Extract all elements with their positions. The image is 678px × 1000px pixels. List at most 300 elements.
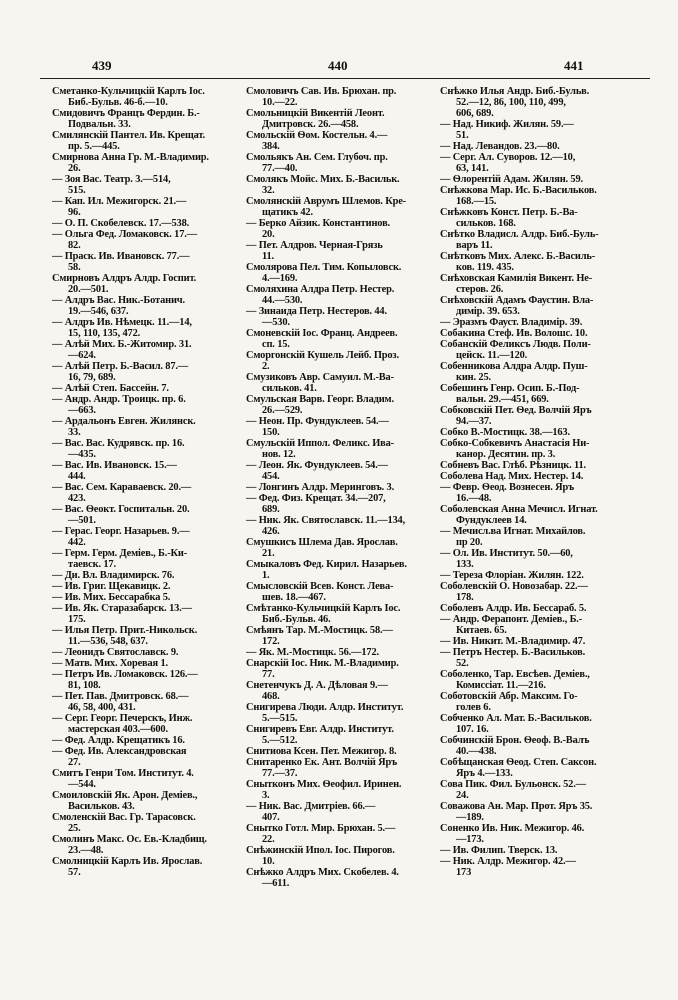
entry-continuation: 58. bbox=[68, 262, 81, 273]
directory-entry bbox=[246, 328, 444, 350]
entry-continuation: 63, 141. bbox=[456, 163, 489, 174]
entry-continuation: Васильков. 43. bbox=[68, 801, 135, 812]
directory-entry bbox=[440, 174, 638, 185]
entry-line: — Кап. Ил. Межигорск. 21.— bbox=[52, 196, 187, 207]
directory-entry bbox=[440, 526, 638, 548]
directory-entry bbox=[440, 856, 638, 878]
directory-entry bbox=[52, 504, 250, 526]
entry-line: Снѣжкова Мар. Ис. Б.-Васильков. bbox=[440, 185, 597, 196]
directory-entry bbox=[52, 526, 250, 548]
entry-line: — Пет. Алдров. Черная-Грязь bbox=[246, 240, 383, 251]
entry-line: — Берко Айзик. Константинов. bbox=[246, 218, 390, 229]
entry-continuation: 32. bbox=[262, 185, 275, 196]
directory-entry bbox=[52, 295, 250, 317]
directory-entry bbox=[52, 416, 250, 438]
directory-entry bbox=[246, 218, 444, 240]
directory-entry bbox=[246, 680, 444, 702]
entry-continuation: 46, 58, 400, 431. bbox=[68, 702, 136, 713]
entry-line: — Над. Левандов. 23.—80. bbox=[440, 141, 560, 152]
directory-entry bbox=[440, 823, 638, 845]
directory-entry bbox=[440, 735, 638, 757]
entry-continuation: 11.—536, 548, 637. bbox=[68, 636, 148, 647]
entry-line: — Ѳлорентiй Адам. Жилян. 59. bbox=[440, 174, 583, 185]
entry-continuation: 107. 16. bbox=[456, 724, 489, 735]
directory-entry bbox=[246, 350, 444, 372]
directory-entry bbox=[440, 845, 638, 856]
entry-line: Собѣщанская Ѳеод. Степ. Саксон. bbox=[440, 757, 597, 768]
entry-line: — Праск. Ив. Ивановск. 77.— bbox=[52, 251, 190, 262]
entry-continuation: 3. bbox=[262, 790, 270, 801]
entry-line: — Ол. Ив. Институт. 50.—60, bbox=[440, 548, 573, 559]
directory-entry bbox=[246, 559, 444, 581]
entry-line: Смысловскiй Всев. Конст. Лева- bbox=[246, 581, 394, 592]
entry-line: — Алдръ Вас. Ник.-Ботанич. bbox=[52, 295, 185, 306]
directory-entry bbox=[52, 625, 250, 647]
entry-line: — Герм. Герм. Деміев., Б.-Ки- bbox=[52, 548, 188, 559]
entry-continuation: 5.—515. bbox=[262, 713, 298, 724]
entry-line: Смирнова Анна Гр. М.-Владимир. bbox=[52, 152, 209, 163]
entry-line: — Ник. Як. Святославск. 11.—134, bbox=[246, 515, 406, 526]
directory-entry bbox=[52, 581, 250, 592]
entry-continuation: канор. Десятин. пр. 3. bbox=[456, 449, 556, 460]
directory-entry bbox=[52, 658, 250, 669]
directory-entry bbox=[440, 647, 638, 669]
directory-entry bbox=[52, 647, 250, 658]
entry-line: Собковскiй Пет. Ѳед. Волчiй Яръ bbox=[440, 405, 592, 416]
entry-line: Смолницкiй Карлъ Ив. Ярослав. bbox=[52, 856, 203, 867]
directory-entry bbox=[246, 372, 444, 394]
directory-entry bbox=[52, 548, 250, 570]
directory-entry bbox=[440, 251, 638, 273]
entry-line: Смольскiй Ѳом. Костельн. 4.— bbox=[246, 130, 388, 141]
directory-entry bbox=[52, 735, 250, 746]
entry-line: Собко-Собкевичъ Анастасiя Ни- bbox=[440, 438, 590, 449]
directory-entry bbox=[440, 328, 638, 339]
entry-line: Смитъ Генри Том. Институт. 4. bbox=[52, 768, 194, 779]
column-3 bbox=[440, 86, 638, 878]
entry-line: — Пет. Пав. Дмитровск. 68.— bbox=[52, 691, 189, 702]
directory-entry bbox=[440, 757, 638, 779]
directory-entry bbox=[246, 284, 444, 306]
entry-line: — Серг. Ал. Суворов. 12.—10, bbox=[440, 152, 576, 163]
directory-entry bbox=[52, 196, 250, 218]
entry-line: Соболевская Анна Мечисл. Игнат. bbox=[440, 504, 598, 515]
entry-continuation: стеров. 26. bbox=[456, 284, 504, 295]
entry-line: Смульскiй Иппол. Феликс. Ива- bbox=[246, 438, 394, 449]
entry-line: — Вас. Вас. Кудрявск. пр. 16. bbox=[52, 438, 185, 449]
entry-continuation: 16.—48. bbox=[456, 493, 492, 504]
directory-entry bbox=[440, 482, 638, 504]
entry-continuation: шев. 18.—467. bbox=[262, 592, 326, 603]
entry-continuation: ков. 119. 435. bbox=[456, 262, 514, 273]
entry-line: — Фед. Физ. Крещат. 34.—207, bbox=[246, 493, 386, 504]
entry-continuation: —173. bbox=[456, 834, 484, 845]
entry-line: — Вас. Сем. Караваевск. 20.— bbox=[52, 482, 192, 493]
entry-line: — Леонидъ Святославск. 9. bbox=[52, 647, 179, 658]
entry-line: Сморгонскiй Кушель Лейб. Проз. bbox=[246, 350, 399, 361]
entry-line: Снетенчукъ Д. А. Дѣловая 9.— bbox=[246, 680, 388, 691]
directory-entry bbox=[246, 108, 444, 130]
entry-continuation: 16, 79, 689. bbox=[68, 372, 116, 383]
entry-continuation: пр 20. bbox=[456, 537, 483, 548]
entry-continuation: 44.—530. bbox=[262, 295, 303, 306]
entry-line: Снѣжинскiй Ипол. Iос. Пирогов. bbox=[246, 845, 395, 856]
entry-continuation: 77. bbox=[262, 669, 275, 680]
entry-line: Снѣховскiй Адамъ Фаустин. Вла- bbox=[440, 295, 594, 306]
directory-entry bbox=[246, 724, 444, 746]
entry-line: Соважова Ан. Мар. Прот. Яръ 35. bbox=[440, 801, 593, 812]
entry-continuation: сильков. 168. bbox=[456, 218, 516, 229]
directory-entry bbox=[52, 130, 250, 152]
directory-entry bbox=[440, 86, 638, 119]
entry-line: — Ди. Вл. Владимирск. 76. bbox=[52, 570, 175, 581]
entry-continuation: Подвальн. 33. bbox=[68, 119, 131, 130]
directory-entry bbox=[52, 834, 250, 856]
entry-line: — Ник. Алдр. Межигор. 42.— bbox=[440, 856, 576, 867]
directory-entry bbox=[246, 130, 444, 152]
directory-entry bbox=[440, 361, 638, 383]
entry-continuation: 444. bbox=[68, 471, 86, 482]
directory-entry bbox=[246, 867, 444, 889]
entry-line: Сова Пик. Фил. Бульонск. 52.— bbox=[440, 779, 586, 790]
entry-continuation: 52.—12, 86, 100, 110, 499, bbox=[456, 97, 566, 108]
directory-entry bbox=[52, 713, 250, 735]
entry-continuation: Биб.-Бульв. 46. bbox=[262, 614, 331, 625]
directory-entry bbox=[52, 251, 250, 273]
entry-continuation: мастерская 403.—600. bbox=[68, 724, 168, 735]
entry-continuation: 4.—169. bbox=[262, 273, 298, 284]
entry-continuation: 173 bbox=[456, 867, 472, 878]
entry-continuation: 5.—512. bbox=[262, 735, 298, 746]
directory-entry bbox=[440, 273, 638, 295]
entry-line: Смоиловскiй Як. Арон. Деміев., bbox=[52, 790, 198, 801]
entry-continuation: нов. 12. bbox=[262, 449, 296, 460]
entry-line: — Леон. Як. Фундуклеев. 54.— bbox=[246, 460, 388, 471]
entry-line: — Вас. Ив. Ивановск. 15.— bbox=[52, 460, 177, 471]
directory-entry bbox=[52, 339, 250, 361]
entry-line: — Ив. Никит. М.-Владимир. 47. bbox=[440, 636, 586, 647]
entry-line: — Вас. Ѳеокт. Госпитальн. 20. bbox=[52, 504, 190, 515]
directory-entry bbox=[52, 691, 250, 713]
directory-entry bbox=[440, 427, 638, 438]
entry-line: — Ив. Як. Старазабарск. 13.— bbox=[52, 603, 192, 614]
entry-line: — Ник. Вас. Дмитрiев. 66.— bbox=[246, 801, 376, 812]
entry-continuation: 407. bbox=[262, 812, 280, 823]
entry-line: — Алдръ Ив. Нѣмецк. 11.—14, bbox=[52, 317, 192, 328]
entry-continuation: 20.—501. bbox=[68, 284, 109, 295]
directory-entry bbox=[440, 801, 638, 823]
directory-entry bbox=[52, 592, 250, 603]
entry-continuation: Китаев. 65. bbox=[456, 625, 507, 636]
entry-line: — Алѣй Мих. Б.-Житомир. 31. bbox=[52, 339, 192, 350]
entry-continuation: 426. bbox=[262, 526, 280, 537]
entry-line: Смоловичъ Сав. Ив. Брюхан. пр. bbox=[246, 86, 397, 97]
entry-continuation: 150. bbox=[262, 427, 280, 438]
entry-continuation: 384. bbox=[262, 141, 280, 152]
entry-line: — Алѣй Степ. Бассейн. 7. bbox=[52, 383, 169, 394]
entry-continuation: 15, 110, 135, 472. bbox=[68, 328, 141, 339]
directory-entry bbox=[52, 790, 250, 812]
entry-continuation: 468. bbox=[262, 691, 280, 702]
directory-entry bbox=[52, 768, 250, 790]
entry-line: Смѣянъ Тар. М.-Мостицк. 58.— bbox=[246, 625, 393, 636]
entry-continuation: 133. bbox=[456, 559, 474, 570]
entry-continuation: —530. bbox=[262, 317, 290, 328]
directory-entry bbox=[246, 537, 444, 559]
entry-line: — Андр. Андр. Троицк. пр. 6. bbox=[52, 394, 186, 405]
page-number-left: 439 bbox=[92, 58, 112, 73]
entry-continuation: 26. bbox=[68, 163, 81, 174]
entry-line: — Серг. Георг. Печерскъ, Инж. bbox=[52, 713, 193, 724]
entry-line: — Эразмъ Фауст. Владимiр. 39. bbox=[440, 317, 583, 328]
directory-entry bbox=[440, 504, 638, 526]
entry-line: Смидовичъ Францъ Фердин. Б.- bbox=[52, 108, 200, 119]
directory-entry bbox=[246, 86, 444, 108]
entry-line: Смоляхина Алдра Петр. Нестер. bbox=[246, 284, 395, 295]
directory-entry bbox=[52, 460, 250, 482]
entry-line: Смыкаловъ Фед. Кирил. Назарьев. bbox=[246, 559, 407, 570]
entry-continuation: пр. 5.—445. bbox=[68, 141, 120, 152]
entry-line: Соболевъ Алдр. Ив. Бессараб. 5. bbox=[440, 603, 587, 614]
directory-entry bbox=[246, 515, 444, 537]
entry-continuation: 2. bbox=[262, 361, 270, 372]
entry-line: Соботовскiй Абр. Максим. Го- bbox=[440, 691, 578, 702]
entry-line: — Ив. Филип. Тверск. 13. bbox=[440, 845, 558, 856]
entry-line: Собакина Стеф. Ив. Волошс. 10. bbox=[440, 328, 588, 339]
directory-entry bbox=[440, 207, 638, 229]
entry-line: Снигирева Люди. Алдр. Институт. bbox=[246, 702, 404, 713]
entry-continuation: —501. bbox=[68, 515, 96, 526]
entry-line: Снытконъ Мих. Ѳеофил. Иринен. bbox=[246, 779, 402, 790]
entry-line: — Матв. Мих. Хоревая 1. bbox=[52, 658, 168, 669]
entry-continuation: сп. 15. bbox=[262, 339, 290, 350]
entry-continuation: 23.—48. bbox=[68, 845, 104, 856]
entry-line: — Ольга Фед. Ломаковск. 17.— bbox=[52, 229, 197, 240]
directory-entry bbox=[246, 647, 444, 658]
entry-line: — Илья Петр. Прит.-Никольск. bbox=[52, 625, 198, 636]
entry-line: Смоневскiй Iос. Франц. Андреев. bbox=[246, 328, 398, 339]
entry-continuation: 22. bbox=[262, 834, 275, 845]
entry-continuation: 25. bbox=[68, 823, 81, 834]
directory-entry bbox=[52, 482, 250, 504]
directory-entry bbox=[246, 196, 444, 218]
entry-line: — Фед. Алдр. Крещатикъ 16. bbox=[52, 735, 185, 746]
entry-continuation: 606, 689. bbox=[456, 108, 494, 119]
entry-line: Собешинъ Генр. Осип. Б.-Под- bbox=[440, 383, 580, 394]
directory-entry bbox=[246, 702, 444, 724]
entry-continuation: 51. bbox=[456, 130, 469, 141]
entry-line: Смирновъ Алдръ Алдр. Госпит. bbox=[52, 273, 197, 284]
entry-continuation: 24. bbox=[456, 790, 469, 801]
entry-continuation: 94.—37. bbox=[456, 416, 492, 427]
entry-line: Смульская Варв. Георг. Владим. bbox=[246, 394, 394, 405]
directory-entry bbox=[440, 438, 638, 460]
directory-entry bbox=[52, 570, 250, 581]
entry-continuation: голев 6. bbox=[456, 702, 491, 713]
entry-continuation: 77.—37. bbox=[262, 768, 298, 779]
entry-line: — Тереза Флорiан. Жилян. 122. bbox=[440, 570, 584, 581]
directory-entry bbox=[52, 152, 250, 174]
entry-continuation: варъ 11. bbox=[456, 240, 493, 251]
page-number-right: 441 bbox=[564, 58, 584, 73]
directory-entry bbox=[246, 174, 444, 196]
entry-line: Снѣжко Илья Андр. Биб.-Бульв. bbox=[440, 86, 590, 97]
entry-continuation: 33. bbox=[68, 427, 81, 438]
entry-line: — Фед. Ив. Александровская bbox=[52, 746, 187, 757]
entry-continuation: кин. 25. bbox=[456, 372, 491, 383]
entry-line: — Неон. Пр. Фундуклеев. 54.— bbox=[246, 416, 389, 427]
directory-entry bbox=[440, 570, 638, 581]
entry-continuation: 442. bbox=[68, 537, 86, 548]
entry-continuation: димiр. 39. 653. bbox=[456, 306, 520, 317]
directory-entry bbox=[52, 856, 250, 878]
entry-line: Смилянскiй Пантел. Ив. Крещат. bbox=[52, 130, 206, 141]
directory-entry bbox=[440, 141, 638, 152]
entry-line: — Герас. Георг. Назарьев. 9.— bbox=[52, 526, 190, 537]
directory-entry bbox=[440, 119, 638, 141]
entry-continuation: 57. bbox=[68, 867, 81, 878]
entry-line: Соненко Ив. Ник. Межигор. 46. bbox=[440, 823, 585, 834]
directory-entry bbox=[440, 383, 638, 405]
entry-continuation: 454. bbox=[262, 471, 280, 482]
entry-line: Снарскiй Iос. Ник. М.-Владимир. bbox=[246, 658, 399, 669]
directory-entry bbox=[246, 306, 444, 328]
entry-continuation: 77.—40. bbox=[262, 163, 298, 174]
entry-line: Сметанко-Кульчицкiй Карлъ Iос. bbox=[52, 86, 205, 97]
entry-continuation: 1. bbox=[262, 570, 270, 581]
entry-continuation: вальн. 29.—451, 669. bbox=[456, 394, 549, 405]
entry-line: Смольякъ Ан. Сем. Глубоч. пр. bbox=[246, 152, 388, 163]
directory-entry bbox=[52, 812, 250, 834]
directory-entry bbox=[246, 603, 444, 625]
directory-entry bbox=[440, 317, 638, 328]
directory-entry bbox=[52, 361, 250, 383]
entry-line: Снѣховская Камилiя Викент. Не- bbox=[440, 273, 593, 284]
entry-continuation: Фундуклеев 14. bbox=[456, 515, 527, 526]
column-2 bbox=[246, 86, 444, 889]
directory-entry bbox=[440, 603, 638, 614]
entry-line: Снѣжко Алдръ Мих. Скобелев. 4. bbox=[246, 867, 399, 878]
directory-entry bbox=[246, 757, 444, 779]
entry-continuation: 178. bbox=[456, 592, 474, 603]
entry-continuation: —611. bbox=[262, 878, 290, 889]
entry-continuation: 81, 108. bbox=[68, 680, 101, 691]
directory-entry bbox=[246, 262, 444, 284]
entry-continuation: 168.—15. bbox=[456, 196, 497, 207]
entry-continuation: 515. bbox=[68, 185, 86, 196]
directory-entry bbox=[246, 460, 444, 482]
entry-line: Смоленскiй Вас. Гр. Тарасовск. bbox=[52, 812, 196, 823]
entry-line: — Зоя Вас. Театр. 3.—514, bbox=[52, 174, 171, 185]
entry-line: — Петръ Ив. Ломаковск. 126.— bbox=[52, 669, 198, 680]
entry-continuation: Комиссiат. 11.—216. bbox=[456, 680, 546, 691]
entry-continuation: 26.—529. bbox=[262, 405, 303, 416]
entry-line: Снитаренко Ек. Ант. Волчiй Яръ bbox=[246, 757, 398, 768]
entry-continuation: —544. bbox=[68, 779, 96, 790]
entry-continuation: 689. bbox=[262, 504, 280, 515]
entry-line: Снитиова Ксен. Пет. Межигор. 8. bbox=[246, 746, 397, 757]
directory-entry bbox=[246, 152, 444, 174]
entry-line: Снѣтковъ Мих. Алекс. Б.-Василь- bbox=[440, 251, 596, 262]
directory-entry bbox=[440, 614, 638, 636]
directory-entry bbox=[246, 482, 444, 493]
entry-line: Собченко Ал. Мат. Б.-Васильков. bbox=[440, 713, 592, 724]
directory-entry bbox=[52, 218, 250, 229]
entry-line: Собенникова Алдра Алдр. Пуш- bbox=[440, 361, 588, 372]
entry-continuation: 10.—22. bbox=[262, 97, 298, 108]
directory-entry bbox=[440, 669, 638, 691]
directory-entry bbox=[440, 779, 638, 801]
entry-continuation: —189. bbox=[456, 812, 484, 823]
directory-entry bbox=[246, 746, 444, 757]
directory-entry bbox=[52, 229, 250, 251]
entry-line: Снигиревъ Евг. Алдр. Институт. bbox=[246, 724, 394, 735]
entry-line: Снытко Готл. Мир. Брюхан. 5.— bbox=[246, 823, 396, 834]
directory-entry bbox=[246, 416, 444, 438]
entry-line: — Ардальонъ Евген. Жилянск. bbox=[52, 416, 196, 427]
directory-entry bbox=[440, 295, 638, 317]
directory-entry bbox=[440, 471, 638, 482]
entry-line: Собчинскiй Брон. Ѳеоф. В.-Валъ bbox=[440, 735, 590, 746]
entry-continuation: 20. bbox=[262, 229, 275, 240]
entry-line: — Февр. Ѳеод. Вознесен. Яръ bbox=[440, 482, 575, 493]
directory-entry bbox=[440, 581, 638, 603]
entry-line: — Як. М.-Мостицк. 56.—172. bbox=[246, 647, 379, 658]
directory-entry bbox=[246, 438, 444, 460]
entry-line: Смолянскiй Аврумъ Шлемов. Кре- bbox=[246, 196, 406, 207]
directory-entry bbox=[246, 240, 444, 262]
entry-continuation: щатикъ 42. bbox=[262, 207, 313, 218]
directory-entry bbox=[440, 713, 638, 735]
entry-continuation: 11. bbox=[262, 251, 274, 262]
entry-continuation: таевск. 17. bbox=[68, 559, 116, 570]
entry-continuation: 423. bbox=[68, 493, 86, 504]
entry-line: Собневъ Вас. Глѣб. Рѣзницк. 11. bbox=[440, 460, 586, 471]
entry-line: Снѣжковъ Конст. Петр. Б.-Ва- bbox=[440, 207, 578, 218]
directory-entry bbox=[440, 691, 638, 713]
directory-entry bbox=[440, 636, 638, 647]
directory-entry bbox=[52, 317, 250, 339]
directory-entry bbox=[246, 493, 444, 515]
entry-line: — Андр. Ферапонт. Деміев., Б.- bbox=[440, 614, 583, 625]
entry-line: Смольницкiй Викентiй Леонт. bbox=[246, 108, 385, 119]
directory-entry bbox=[52, 383, 250, 394]
entry-continuation: —663. bbox=[68, 405, 96, 416]
directory-entry bbox=[52, 394, 250, 416]
directory-entry bbox=[52, 273, 250, 295]
entry-continuation: Яръ 4.—133. bbox=[456, 768, 513, 779]
entry-line: — О. П. Скобелевск. 17.—538. bbox=[52, 218, 190, 229]
entry-line: Соболевскiй О. Новозабар. 22.— bbox=[440, 581, 588, 592]
entry-line: Соболенко, Тар. Евсѣев. Деміев., bbox=[440, 669, 590, 680]
column-1 bbox=[52, 86, 250, 878]
entry-line: — Петръ Нестер. Б.-Васильков. bbox=[440, 647, 586, 658]
directory-entry bbox=[52, 438, 250, 460]
directory-entry bbox=[246, 801, 444, 823]
entry-line: Смолярова Пел. Тим. Копыловск. bbox=[246, 262, 402, 273]
page-number-center: 440 bbox=[328, 58, 348, 73]
entry-line: Собанскiй Феликсъ Людв. Поли- bbox=[440, 339, 591, 350]
directory-entry bbox=[52, 746, 250, 768]
entry-continuation: 175. bbox=[68, 614, 86, 625]
entry-line: Смузиковъ Авр. Самуил. М.-Ва- bbox=[246, 372, 394, 383]
entry-continuation: 96. bbox=[68, 207, 81, 218]
entry-line: — Лонгинъ Алдр. Меринговъ. 3. bbox=[246, 482, 395, 493]
entry-continuation: 172. bbox=[262, 636, 280, 647]
entry-continuation: 27. bbox=[68, 757, 81, 768]
directory-entry bbox=[246, 581, 444, 603]
directory-entry bbox=[52, 174, 250, 196]
